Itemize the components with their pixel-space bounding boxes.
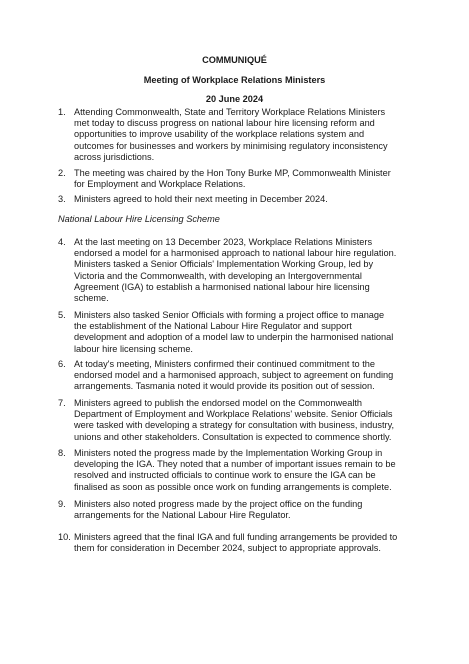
text-line: Ministers agreed to publish the endorsed model on the Commonwealth xyxy=(74,398,363,408)
text-line: them for consideration in December 2024, subject to appropriate approvals. xyxy=(74,543,381,554)
text-line: Ministers agreed that the final IGA and full funding arrangements be provided to xyxy=(74,532,398,542)
text-line: Victoria and the Commonwealth, with developing an Intergovernmental xyxy=(74,270,362,281)
text-line: outcomes for businesses and workers by minimising regulatory inconsistency xyxy=(74,140,388,151)
text-line: opportunities to improve usability of the workplace relations system and xyxy=(74,129,365,140)
paragraph-number: 3. xyxy=(58,194,66,204)
text-line: Ministers also noted progress made by the project office on the funding xyxy=(74,499,363,509)
text-line: At the last meeting on 13 December 2023, Workplace Relations Ministers xyxy=(74,237,373,247)
paragraph-number: 1. xyxy=(58,107,66,117)
text-line: development and adoption of a model law to underpin the harmonised national xyxy=(74,332,394,343)
text-line: At today's meeting, Ministers confirmed their continued commitment to the xyxy=(74,359,375,369)
paragraph-text xyxy=(74,107,419,163)
text-line: arrangements for the National Labour Hire Regulator. xyxy=(74,510,291,521)
paragraph-text xyxy=(74,448,419,493)
text-line: endorsed model and a harmonised approach, subject to agreement on funding xyxy=(74,370,394,381)
text-line: labour hire licensing scheme. xyxy=(74,343,193,354)
text-line: resolved and instructed officials to continue work to ensure the IGA can be xyxy=(74,470,376,481)
meeting-title: Meeting of Workplace Relations Ministers xyxy=(143,75,326,85)
text-line: The meeting was chaired by the Hon Tony Burke MP, Commonwealth Minister xyxy=(74,168,391,178)
text-line: Agreement (IGA) to establish a harmonised national labour hire licensing xyxy=(74,281,370,292)
text-line: unions and other stakeholders. Consultation is expected to commence shortly. xyxy=(74,431,392,442)
text-line: Department of Employment and Workplace Relations' website. Senior Officials xyxy=(74,409,393,420)
paragraph-text xyxy=(74,532,419,554)
paragraph-number: 7. xyxy=(58,398,66,408)
paragraph-number: 8. xyxy=(58,448,66,458)
paragraph-number: 6. xyxy=(58,359,66,369)
paragraph-text xyxy=(74,237,419,304)
text-line: for Employment and Workplace Relations. xyxy=(74,179,246,190)
paragraph-text xyxy=(74,398,419,443)
text-line: arrangements. Tasmania noted it would provide its position out of session. xyxy=(74,381,375,392)
text-line: developing the IGA. They noted that a number of important issues remain to be xyxy=(74,459,396,470)
paragraph-number: 5. xyxy=(58,310,66,320)
text-line: Ministers also tasked Senior Officials with forming a project office to manage xyxy=(74,310,385,320)
paragraph-text xyxy=(74,194,419,205)
paragraph-text xyxy=(74,310,419,355)
paragraph-number: 2. xyxy=(58,168,66,178)
paragraph-text xyxy=(74,359,419,393)
text-line: finalised as soon as possible once work on funding arrangements is complete. xyxy=(74,481,392,492)
text-line: endorsed a model for a harmonised approach to national labour hire regulation. xyxy=(74,248,397,259)
text-line: Ministers tasked a Senior Officials' Implementation Working Group, led by xyxy=(74,259,374,270)
text-line: met today to discuss progress on national labour hire licensing reform and xyxy=(74,118,375,129)
text-line: Attending Commonwealth, State and Territory Workplace Relations Ministers xyxy=(74,107,386,117)
text-line: were tasked with developing a strategy for consultation with business, industry, xyxy=(74,420,395,431)
section-heading: National Labour Hire Licensing Scheme xyxy=(58,214,220,224)
paragraph-number: 9. xyxy=(58,499,66,509)
meeting-date: 20 June 2024 xyxy=(205,94,264,104)
communique-title: COMMUNIQUÉ xyxy=(202,55,267,65)
text-line: scheme. xyxy=(74,292,109,303)
text-line: Ministers agreed to hold their next meeting in December 2024. xyxy=(74,194,328,204)
paragraph-number: 10. xyxy=(58,532,71,542)
text-line: Ministers noted the progress made by the Implementation Working Group in xyxy=(74,448,383,458)
paragraph-number: 4. xyxy=(58,237,66,247)
text-line: across jurisdictions. xyxy=(74,151,155,162)
text-line: the establishment of the National Labour Hire Regulator and support xyxy=(74,321,352,332)
paragraph-text xyxy=(74,499,419,521)
paragraph-text xyxy=(74,168,419,190)
